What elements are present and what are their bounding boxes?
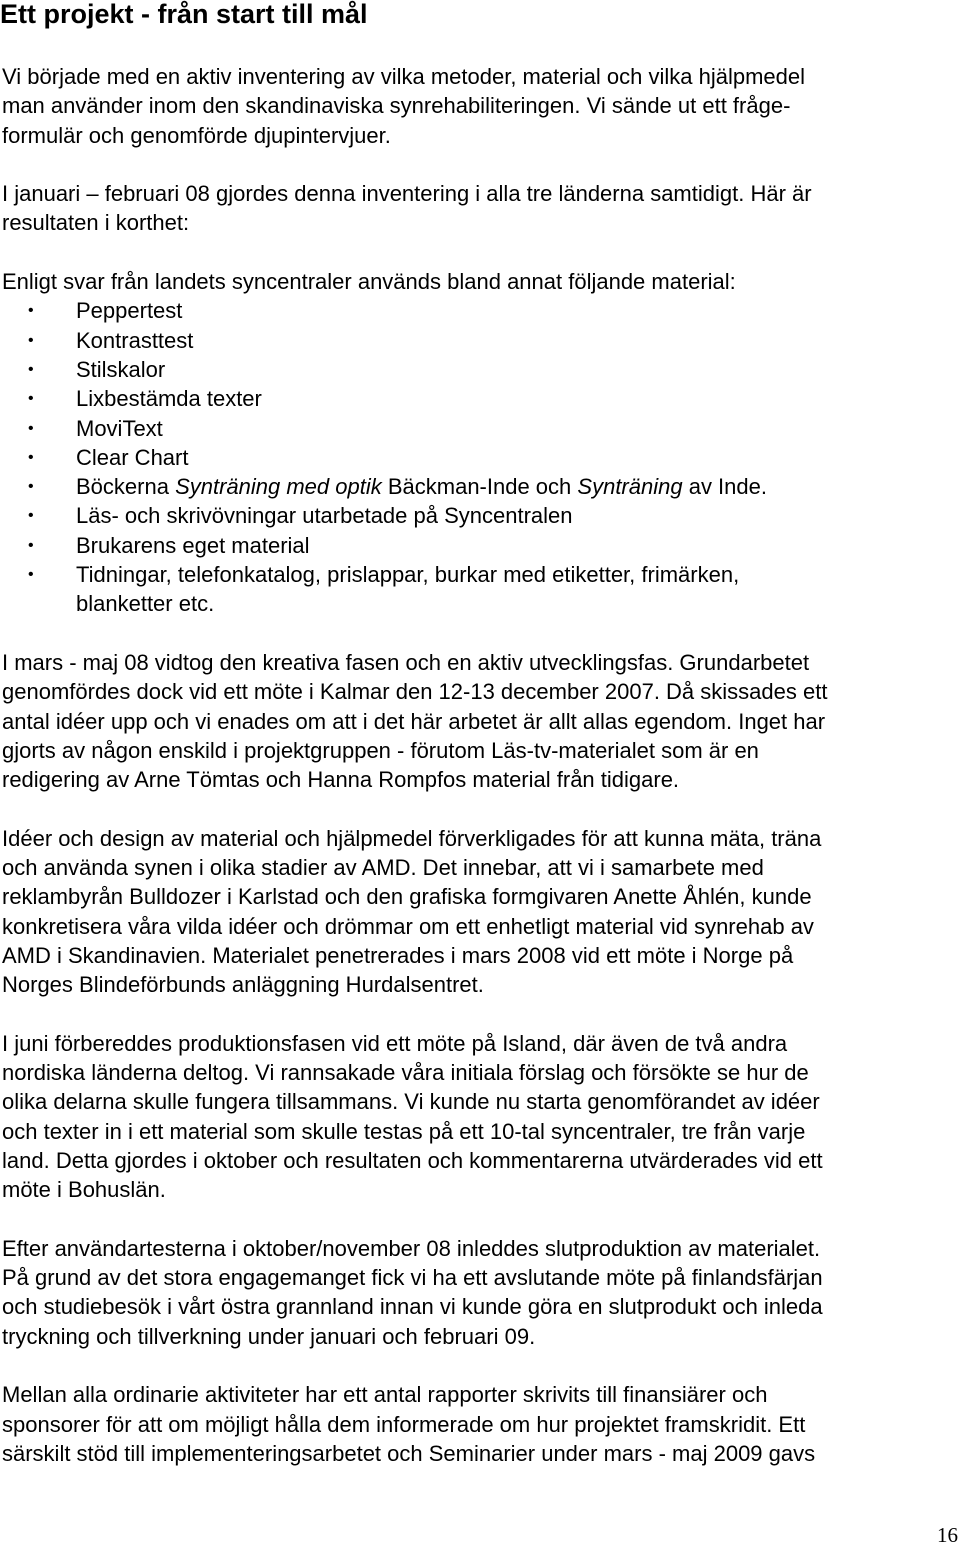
text-line: Idéer och design av material och hjälpmedel förverkligades för att kunna mäta, träna [2,825,822,851]
text-line: särskilt stöd till implementeringsarbetet och Seminarier under mars - maj 2009 gavs [2,1440,816,1466]
text-line: På grund av det stora engagemanget fick vi ha ett avslutande möte på finlandsfärjan [2,1265,823,1291]
text-line: tryckning och tillverkning under januari och februari 09. [2,1323,536,1349]
paragraph-creative-phase [2,648,960,794]
list-item [2,560,960,619]
materials-list [2,296,960,618]
list-item: • Brukarens eget material [2,531,960,560]
text-line: Norges Blindeförbunds anläggning Hurdalsentret. [2,972,484,998]
list-item: • Clear Chart [2,443,960,472]
text-line: konkretisera våra vilda idéer och drömmar om ett enhetligt material vid synrehab av [2,913,814,939]
book-title-syntraning-med-optik: Synträning med optik [175,474,382,500]
page-number: 16 [937,1523,958,1547]
text-line: möte i Bohuslän. [2,1177,166,1203]
text-line: och texter in i ett material som skulle testas på ett 10-tal syncentraler, tre från varje [2,1118,806,1144]
text-line: genomfördes dock vid ett möte i Kalmar den 12-13 december 2007. Då skissades ett [2,679,828,705]
document-body [2,62,960,1468]
book-title-syntraning: Synträning [577,474,683,500]
books-middle: Bäckman-Inde och [381,474,578,500]
text-line: resultaten i korthet: [2,210,190,236]
text-line: I januari – februari 08 gjordes denna inventering i alla tre länderna samtidigt. Här är [2,181,812,207]
text-line: sponsorer för att om möjligt hålla dem informerade om hur projektet framskridit. Ett [2,1411,806,1437]
text-line: och använda synen i olika stadier av AMD. Det innebar, att vi i samarbete med [2,855,764,881]
list-item: • MoviText [2,414,960,443]
text-line: olika delarna skulle fungera tillsammans. Vi kunde nu starta genomförandet av idéer [2,1089,820,1115]
list-item: • Kontrasttest [2,326,960,355]
text-line: nordiska länderna deltog. Vi rannsakade våra initiala förslag och försökte se hur de [2,1060,809,1086]
text-line: blanketter etc. [76,591,215,617]
paragraph-intro [2,62,960,150]
paragraph-reports [2,1380,960,1468]
page-title: Ett projekt - från start till mål [0,0,368,29]
paragraph-production-phase [2,1029,960,1205]
paragraph-final-production [2,1234,960,1351]
text-line: land. Detta gjordes i oktober och resultaten och kommentarerna utvärderades vid ett [2,1147,823,1173]
text-line: gjorts av någon enskild i projektgruppen - förutom Läs-tv-materialet som är en [2,737,759,763]
books-prefix: Böckerna [76,474,176,500]
text-line: AMD i Skandinavien. Materialet penetrerades i mars 2008 vid ett möte i Norge på [2,942,794,968]
list-item: • Lixbestämda texter [2,384,960,413]
text-line: Tidningar, telefonkatalog, prislappar, burkar med etiketter, frimärken, [76,562,740,588]
text-line: och studiebesök i vårt östra grannland innan vi kunde göra en slutprodukt och inleda [2,1294,823,1320]
paragraph-design [2,824,960,1000]
text-line: redigering av Arne Tömtas och Hanna Rompfos material från tidigare. [2,767,680,793]
text-line: man använder inom den skandinaviska synrehabiliteringen. Vi sände ut ett fråge- [2,93,791,119]
text-line: Efter användartesterna i oktober/november 08 inleddes slutproduktion av materialet. [2,1235,821,1261]
materials-intro: Enligt svar från landets syncentraler används bland annat följande material: [2,269,736,295]
text-line: formulär och genomförde djupintervjuer. [2,122,391,148]
list-item: • Peppertest [2,296,960,325]
text-line: reklambyrån Bulldozer i Karlstad och den grafiska formgivaren Anette Åhlén, kunde [2,884,812,910]
paragraph-inventory [2,179,960,238]
list-item [2,472,960,501]
list-item: • Stilskalor [2,355,960,384]
text-line: I mars - maj 08 vidtog den kreativa fasen och en aktiv utvecklingsfas. Grundarbetet [2,649,810,675]
text-line: antal idéer upp och vi enades om att i det här arbetet är allt allas egendom. Inget har [2,708,826,734]
text-line: Vi började med en aktiv inventering av vilka metoder, material och vilka hjälpmedel [2,64,806,89]
text-line: I juni förbereddes produktionsfasen vid ett möte på Island, där även de två andra [2,1030,788,1056]
text-line: Mellan alla ordinarie aktiviteter har ett antal rapporter skrivits till finansiärer och [2,1382,768,1408]
books-suffix: av Inde. [682,474,767,500]
list-item: • Läs- och skrivövningar utarbetade på Syncentralen [2,501,960,530]
